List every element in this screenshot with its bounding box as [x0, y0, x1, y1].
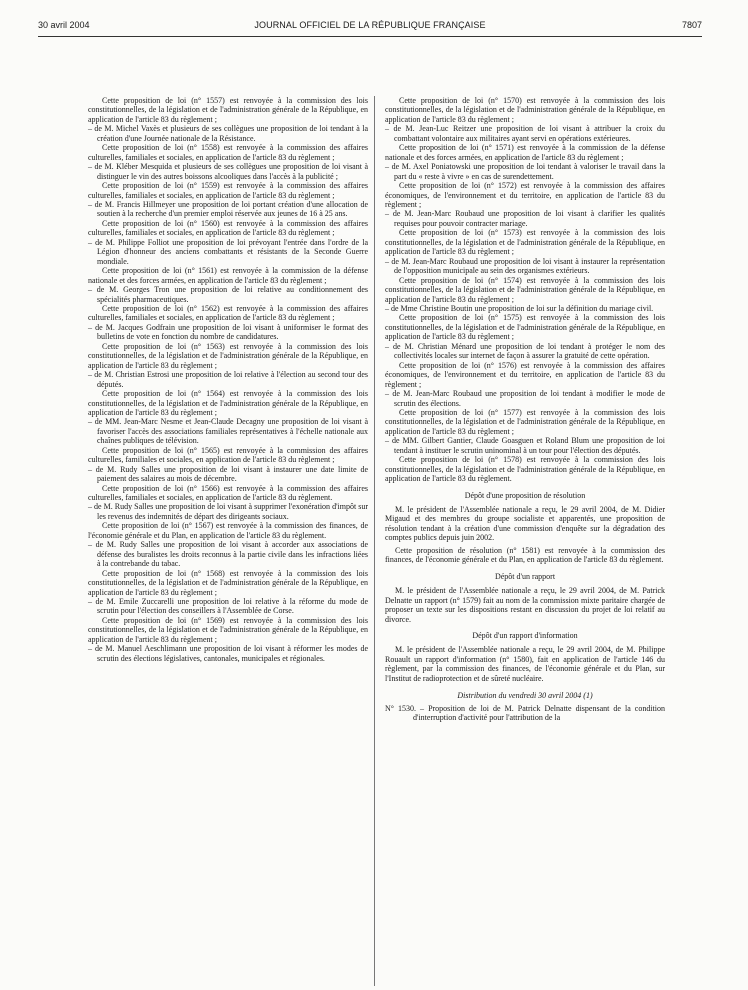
referral-paragraph: Cette proposition de loi (n° 1563) est renvoyée à la commission des lois constitutionnelles, de la législation et de l'administration générale de la République, en application de l'article 83 du règlement ;: [88, 341, 368, 370]
referral-paragraph: Cette proposition de loi (n° 1572) est renvoyée à la commission des affaires économiques, de l'environnement et du territoire, en application de l'article 83 du règlement ;: [385, 181, 665, 209]
referral-paragraph: Cette proposition de loi (n° 1574) est renvoyée à la commission des lois constitutionnelles, de la législation et de l'administration générale de la République, en application de l'article 83 du règlement ;: [385, 275, 665, 304]
proposal-item: – de M. Manuel Aeschlimann une proposition de loi visant à réformer les modes de scrutin des élections législatives, cantonales, municipales et régionales.: [88, 644, 368, 663]
proposal-item: – de MM. Gilbert Gantier, Claude Goasguen et Roland Blum une proposition de loi tendant à instituer le scrutin uninominal à un tour pour l'élection des députés.: [385, 436, 665, 455]
proposal-item: – de M. Kléber Mesquida et plusieurs de ses collègues une proposition de loi visant à distinguer le vin des autres boissons alcooliques dans l'accès à la publicité ;: [88, 162, 368, 181]
proposal-item: – de M. Christian Estrosi une proposition de loi relative à l'élection au second tour des députés.: [88, 370, 368, 389]
proposal-item: – de M. Jean-Luc Reitzer une proposition de loi visant à attribuer la croix du combattant volontaire aux militaires ayant servi en opérations extérieures.: [385, 124, 665, 143]
distribution-heading: Distribution du vendredi 30 avril 2004 (1): [457, 691, 593, 701]
proposal-item: – de M. Rudy Salles une proposition de loi visant à supprimer l'exonération d'impôt sur les revenus des indemnités de départ des dirigeants sociaux.: [88, 502, 368, 521]
section-heading: Dépôt d'un rapport: [494, 571, 556, 581]
referral-paragraph: Cette proposition de loi (n° 1578) est renvoyée à la commission des lois constitutionnelles, de la législation et de l'administration générale de la République, en application de l'article 83 du règlement.: [385, 455, 665, 484]
proposal-item: – de M. Rudy Salles une proposition de loi visant à instaurer une date limite de paiement des salaires au mois de décembre.: [88, 464, 368, 484]
referral-paragraph: Cette proposition de loi (n° 1568) est renvoyée à la commission des lois constitutionnelles, de la législation et de l'administration générale de la République, en application de l'article 83 du règlement ;: [88, 568, 368, 597]
proposal-item: – de M. Francis Hillmeyer une proposition de loi portant création d'une allocation de soutien à la recherche d'un premier emploi réservée aux jeunes de 16 à 25 ans.: [88, 199, 368, 219]
proposal-item: – de M. Michel Vaxès et plusieurs de ses collègues une proposition de loi tendant à la création d'une Journée nationale de la Résistance.: [88, 124, 368, 143]
numbered-entry: N° 1530. – Proposition de loi de M. Patrick Delnatte dispensant de la condition d'interruption d'activité pour l'attribution de la: [385, 703, 665, 723]
proposal-item: – de M. Emile Zuccarelli une proposition de loi relative à la réforme du mode de scrutin pour l'élection des conseillers à l'Assemblée de Corse.: [88, 597, 368, 616]
header-rule: [38, 36, 702, 37]
body-paragraph: M. le président de l'Assemblée nationale a reçu, le 29 avril 2004, de M. Didier Migaud et des membres du groupe socialiste et apparentés, une proposition de résolution tendant à la création d'une commission d'enquête sur la dégradation des comptes publics depuis juin 2002.: [385, 505, 665, 543]
referral-paragraph: Cette proposition de loi (n° 1575) est renvoyée à la commission des lois constitutionnelles, de la législation et de l'administration générale de la République, en application de l'article 83 du règlement ;: [385, 313, 665, 342]
section-heading: Dépôt d'une proposition de résolution: [464, 490, 586, 500]
journal-title: JOURNAL OFFICIEL DE LA RÉPUBLIQUE FRANÇAISE: [254, 20, 486, 30]
referral-paragraph: Cette proposition de loi (n° 1567) est renvoyée à la commission des finances, de l'économie générale et du Plan, en application de l'article 83 du règlement.: [88, 521, 368, 540]
referral-paragraph: Cette proposition de loi (n° 1566) est renvoyée à la commission des affaires culturelles, familiales et sociales, en application de l'article 83 du règlement.: [88, 483, 368, 503]
proposal-item: – de Mme Christine Boutin une proposition de loi sur la définition du mariage civil.: [385, 303, 654, 313]
referral-paragraph: Cette proposition de loi (n° 1576) est renvoyée à la commission des affaires économiques, de l'environnement et du territoire, en application de l'article 83 du règlement ;: [385, 360, 665, 389]
page-header: [38, 20, 702, 34]
section-heading: Dépôt d'un rapport d'information: [472, 631, 578, 641]
referral-paragraph: Cette proposition de loi (n° 1561) est renvoyée à la commission de la défense nationale et des forces armées, en application de l'article 83 du règlement ;: [88, 266, 368, 285]
proposal-item: – de M. Rudy Salles une proposition de loi visant à accorder aux associations de défense des buralistes les droits reconnus à la partie civile dans les infractions liées à la contrebande du tabac.: [88, 540, 368, 569]
right-column: [385, 96, 665, 723]
proposal-item: – de M. Philippe Folliot une proposition de loi prévoyant l'entrée dans l'ordre de la Légion d'honneur des anciens combattants et résistants de la Seconde Guerre mondiale.: [88, 237, 368, 266]
header-date: 30 avril 2004: [38, 20, 90, 30]
left-column: [88, 96, 368, 663]
proposal-item: – de M. Jean-Marc Roubaud une proposition de loi tendant à modifier le mode de scrutin des élections.: [385, 389, 665, 408]
referral-paragraph: Cette proposition de loi (n° 1571) est renvoyée à la commission de la défense nationale et des forces armées, en application de l'article 83 du règlement ;: [385, 143, 665, 162]
referral-paragraph: Cette proposition de loi (n° 1564) est renvoyée à la commission des lois constitutionnelles, de la législation et de l'administration générale de la République, en application de l'article 83 du règlement ;: [88, 389, 368, 417]
body-paragraph: Cette proposition de résolution (n° 1581) est renvoyée à la commission des finances, de l'économie générale et du Plan, en application de l'article 83 du règlement.: [385, 545, 665, 565]
proposal-item: – de MM. Jean-Marc Nesme et Jean-Claude Decagny une proposition de loi visant à favoriser l'accès des associations familiales représentatives à l'échelle nationale aux chaînes publiques de télévision.: [88, 417, 368, 446]
column-divider: [374, 96, 375, 986]
referral-paragraph: Cette proposition de loi (n° 1570) est renvoyée à la commission des lois constitutionnelles, de la législation et de l'administration générale de la République, en application de l'article 83 du règlement ;: [385, 96, 665, 124]
referral-paragraph: Cette proposition de loi (n° 1573) est renvoyée à la commission des lois constitutionnelles, de la législation et de l'administration générale de la République, en application de l'article 83 du règlement ;: [385, 228, 665, 257]
body-paragraph: M. le président de l'Assemblée nationale a reçu, le 29 avril 2004, de M. Patrick Delnatte un rapport (n° 1579) fait au nom de la commission mixte paritaire chargée de proposer un texte sur les dispositions restant en discussion du projet de loi relatif au divorce.: [385, 586, 665, 624]
proposal-item: – de M. Georges Tron une proposition de loi relative au conditionnement des spécialités pharmaceutiques.: [88, 285, 368, 304]
proposal-item: – de M. Jean-Marc Roubaud une proposition de loi visant à clarifier les qualités requises pour pouvoir contracter mariage.: [385, 209, 665, 228]
referral-paragraph: Cette proposition de loi (n° 1557) est renvoyée à la commission des lois constitutionnelles, de la législation et de l'administration générale de la République, en application de l'article 83 du règlement ;: [88, 96, 368, 124]
referral-paragraph: Cette proposition de loi (n° 1565) est renvoyée à la commission des affaires culturelles, familiales et sociales, en application de l'article 83 du règlement ;: [88, 445, 368, 465]
proposal-item: – de M. Jacques Godfrain une proposition de loi visant à uniformiser le format des bulletins de vote en fonction du nombre de candidatures.: [88, 322, 368, 342]
page-number: 7807: [681, 20, 702, 30]
referral-paragraph: Cette proposition de loi (n° 1560) est renvoyée à la commission des affaires culturelles, familiales et sociales, en application de l'article 83 du règlement ;: [88, 218, 368, 238]
referral-paragraph: Cette proposition de loi (n° 1577) est renvoyée à la commission des lois constitutionnelles, de la législation et de l'administration générale de la République, en application de l'article 83 du règlement ;: [385, 407, 665, 436]
body-paragraph: M. le président de l'Assemblée nationale a reçu, le 29 avril 2004, de M. Philippe Rouault un rapport d'information (n° 1580), fait en application de l'article 146 du règlement, par la commission des finances, de l'économie générale et du Plan, sur l'Institut de radioprotection et de sûreté nucléaire.: [385, 645, 665, 683]
referral-paragraph: Cette proposition de loi (n° 1562) est renvoyée à la commission des affaires culturelles, familiales et sociales, en application de l'article 83 du règlement ;: [88, 303, 368, 323]
referral-paragraph: Cette proposition de loi (n° 1559) est renvoyée à la commission des affaires culturelles, familiales et sociales, en application de l'article 83 du règlement ;: [88, 181, 368, 200]
referral-paragraph: Cette proposition de loi (n° 1569) est renvoyée à la commission des lois constitutionnelles, de la législation et de l'administration générale de la République, en application de l'article 83 du règlement ;: [88, 615, 368, 644]
proposal-item: – de M. Jean-Marc Roubaud une proposition de loi visant à instaurer la représentation de l'opposition municipale au sein des organismes extérieurs.: [385, 256, 665, 276]
proposal-item: – de M. Christian Ménard une proposition de loi tendant à protéger le nom des collectivités locales sur internet de façon à assurer la gratuité de cette opération.: [385, 341, 665, 361]
referral-paragraph: Cette proposition de loi (n° 1558) est renvoyée à la commission des affaires culturelles, familiales et sociales, en application de l'article 83 du règlement ;: [88, 143, 368, 162]
proposal-item: – de M. Axel Poniatowski une proposition de loi tendant à valoriser le travail dans la part du « reste à vivre » en cas de surendettement.: [385, 162, 665, 181]
